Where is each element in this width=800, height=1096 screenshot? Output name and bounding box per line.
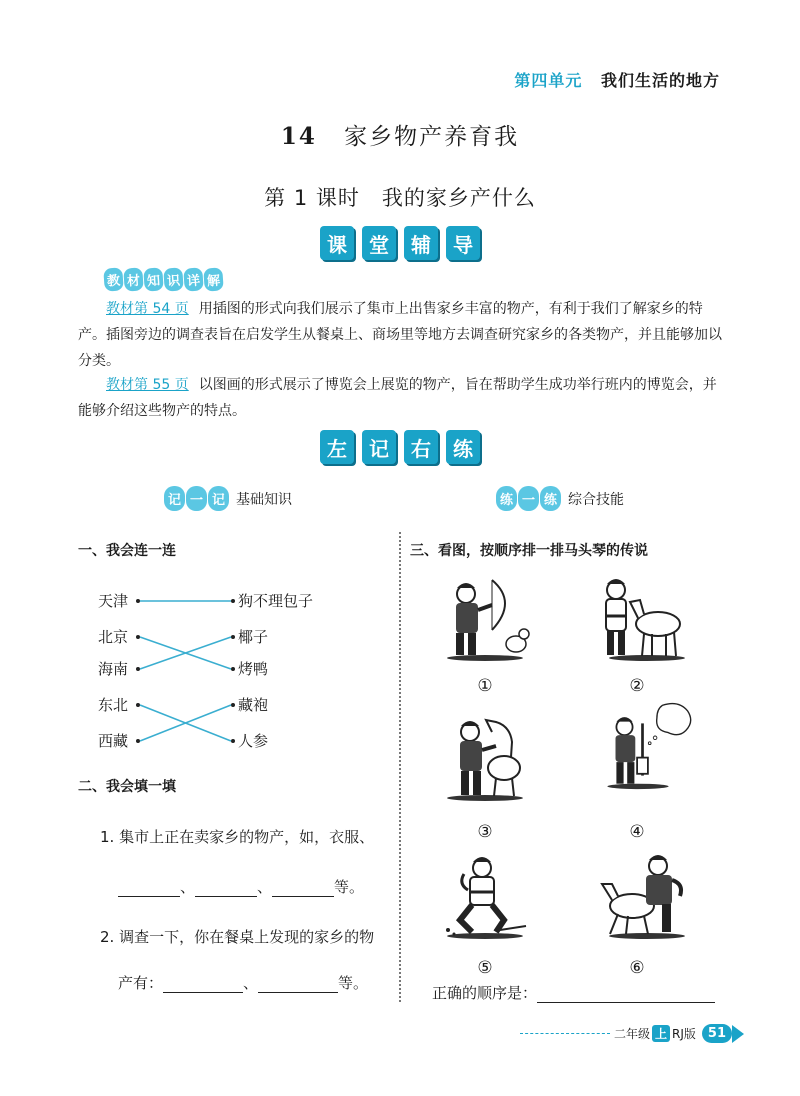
banner-tile: 记: [362, 430, 396, 464]
label-char: 解: [203, 267, 224, 291]
answer-blank[interactable]: [537, 987, 715, 1003]
bubble-char: 记: [208, 486, 229, 511]
paragraph-text: 用插图的形式向我们展示了集市上出售家乡丰富的物产，有利于我们了解家乡的特产。插图旁边的调查表旨在启发学生从餐桌上、商场里等地方去调查研究家乡的各类物产，并且能够加以分类。: [78, 301, 722, 369]
page-number: 51: [702, 1024, 732, 1043]
fill-item-2-text: 2. 调查一下，你在餐桌上发现的家乡的物: [100, 928, 375, 946]
textbook-ref: 教材第 55 页: [106, 377, 189, 393]
section-tag-comprehensive-skills: [496, 486, 624, 511]
suffix: 等。: [338, 974, 369, 992]
separator: 、: [180, 878, 196, 896]
picture-number: ③: [477, 822, 493, 842]
match-dot: [136, 703, 140, 707]
picture-number: ⑥: [629, 958, 645, 978]
match-dot: [136, 667, 140, 671]
grade-label: 二年级: [613, 1027, 650, 1041]
answer-blank[interactable]: [118, 881, 180, 897]
banner-tile: 导: [446, 226, 480, 260]
match-line: [140, 705, 231, 741]
answer-blank[interactable]: [195, 881, 257, 897]
suffix: 等。: [334, 878, 365, 896]
match-right-item: 人参: [238, 732, 269, 750]
illustration-boy-carving: [430, 850, 540, 940]
answer-blank[interactable]: [272, 881, 334, 897]
fill-item-1-text: 1. 集市上正在卖家乡的物产，如，衣服、: [100, 828, 375, 846]
banner-tile: 辅: [404, 226, 438, 260]
separator: 、: [257, 878, 273, 896]
match-left-item: 北京: [98, 628, 129, 646]
tag-label: 基础知识: [236, 491, 293, 508]
bubble-char: 练: [540, 486, 561, 511]
picture-number: ②: [629, 676, 645, 696]
match-dot: [231, 739, 235, 743]
label-char: 知: [143, 267, 164, 291]
match-dot: [231, 667, 235, 671]
banner-classroom-guide: [0, 226, 800, 260]
match-right-item: 藏袍: [238, 696, 269, 714]
lesson-number: 14: [280, 123, 317, 150]
match-right-item: 狗不理包子: [238, 592, 314, 610]
separator: 、: [243, 974, 259, 992]
unit-title: 我们生活的地方: [600, 71, 720, 90]
illustration-boy-hugging-horse: [430, 712, 540, 802]
tag-bubble: [496, 486, 562, 511]
page-footer: [520, 1024, 744, 1043]
match-line: [140, 705, 231, 741]
match-left-item: 海南: [98, 660, 129, 678]
textbook-knowledge-label: [104, 268, 224, 291]
banner-left-remember-right-practice: [0, 430, 800, 464]
label-char: 详: [183, 267, 204, 291]
banner-tile: 课: [320, 226, 354, 260]
picture-number: ⑤: [477, 958, 493, 978]
label-char: 教: [103, 267, 124, 291]
question-2-heading: 二、我会填一填: [78, 779, 176, 795]
match-line: [140, 637, 231, 669]
bubble-char: 一: [186, 486, 207, 511]
bubble-char: 练: [496, 486, 517, 511]
banner-tile: 右: [404, 430, 438, 464]
illustration-rider-on-horse: [592, 850, 702, 940]
section-tag-basic-knowledge: [164, 486, 292, 511]
match-dot: [231, 599, 235, 603]
paragraph-page-55: [78, 372, 726, 424]
textbook-ref: 教材第 54 页: [106, 301, 189, 317]
illustration-man-with-foal: [592, 572, 702, 662]
match-right-item: 烤鸭: [238, 660, 269, 678]
paragraph-page-54: [78, 296, 726, 374]
bubble-char: 一: [518, 486, 539, 511]
question-3-heading: 三、看图，按顺序排一排马头琴的传说: [410, 543, 648, 559]
match-dot: [231, 703, 235, 707]
unit-label: 第四单元: [514, 71, 583, 90]
match-right-item: 椰子: [238, 628, 269, 646]
edition-label: RJ版: [672, 1027, 696, 1041]
banner-tile: 练: [446, 430, 480, 464]
match-left-item: 东北: [98, 696, 129, 714]
fill-item-1-blanks: [118, 876, 364, 897]
question-1-heading: 一、我会连一连: [78, 543, 176, 559]
picture-number: ①: [477, 676, 493, 696]
label-char: 识: [163, 267, 184, 291]
picture-number: ④: [629, 822, 645, 842]
banner-tile: 左: [320, 430, 354, 464]
match-line: [140, 637, 231, 669]
unit-header: [514, 68, 720, 91]
answer-blank[interactable]: [163, 977, 243, 993]
match-left-item: 西藏: [98, 732, 129, 750]
label-char: 材: [123, 267, 144, 291]
bubble-char: 记: [164, 486, 185, 511]
match-dot: [136, 739, 140, 743]
footer-dashes: [520, 1033, 610, 1034]
illustration-archer: [430, 572, 540, 662]
answer-line: [432, 982, 715, 1003]
tag-label: 综合技能: [568, 491, 625, 508]
arrow-right-icon: [732, 1025, 744, 1043]
match-dot: [136, 635, 140, 639]
period-title: 第 1 课时 我的家乡产什么: [264, 186, 536, 210]
lesson-name: 家乡物产养育我: [344, 124, 520, 150]
banner-tile: 堂: [362, 226, 396, 260]
paragraph-text: 以图画的形式展示了博览会上展览的物产，旨在帮助学生成功举行班内的博览会，并能够介绍这些物产的特点。: [78, 377, 717, 419]
match-dot: [231, 635, 235, 639]
prefix: 产有：: [118, 974, 164, 992]
lesson-title: [0, 118, 800, 151]
answer-blank[interactable]: [258, 977, 338, 993]
term-badge: 上: [652, 1025, 670, 1042]
tag-bubble: [164, 486, 230, 511]
illustration-playing-morin-khuur: [592, 700, 702, 790]
match-left-item: 天津: [98, 592, 129, 610]
fill-item-2-blanks: [118, 972, 368, 993]
answer-label: 正确的顺序是：: [432, 984, 538, 1002]
column-divider: [399, 532, 401, 1002]
match-dot: [136, 599, 140, 603]
